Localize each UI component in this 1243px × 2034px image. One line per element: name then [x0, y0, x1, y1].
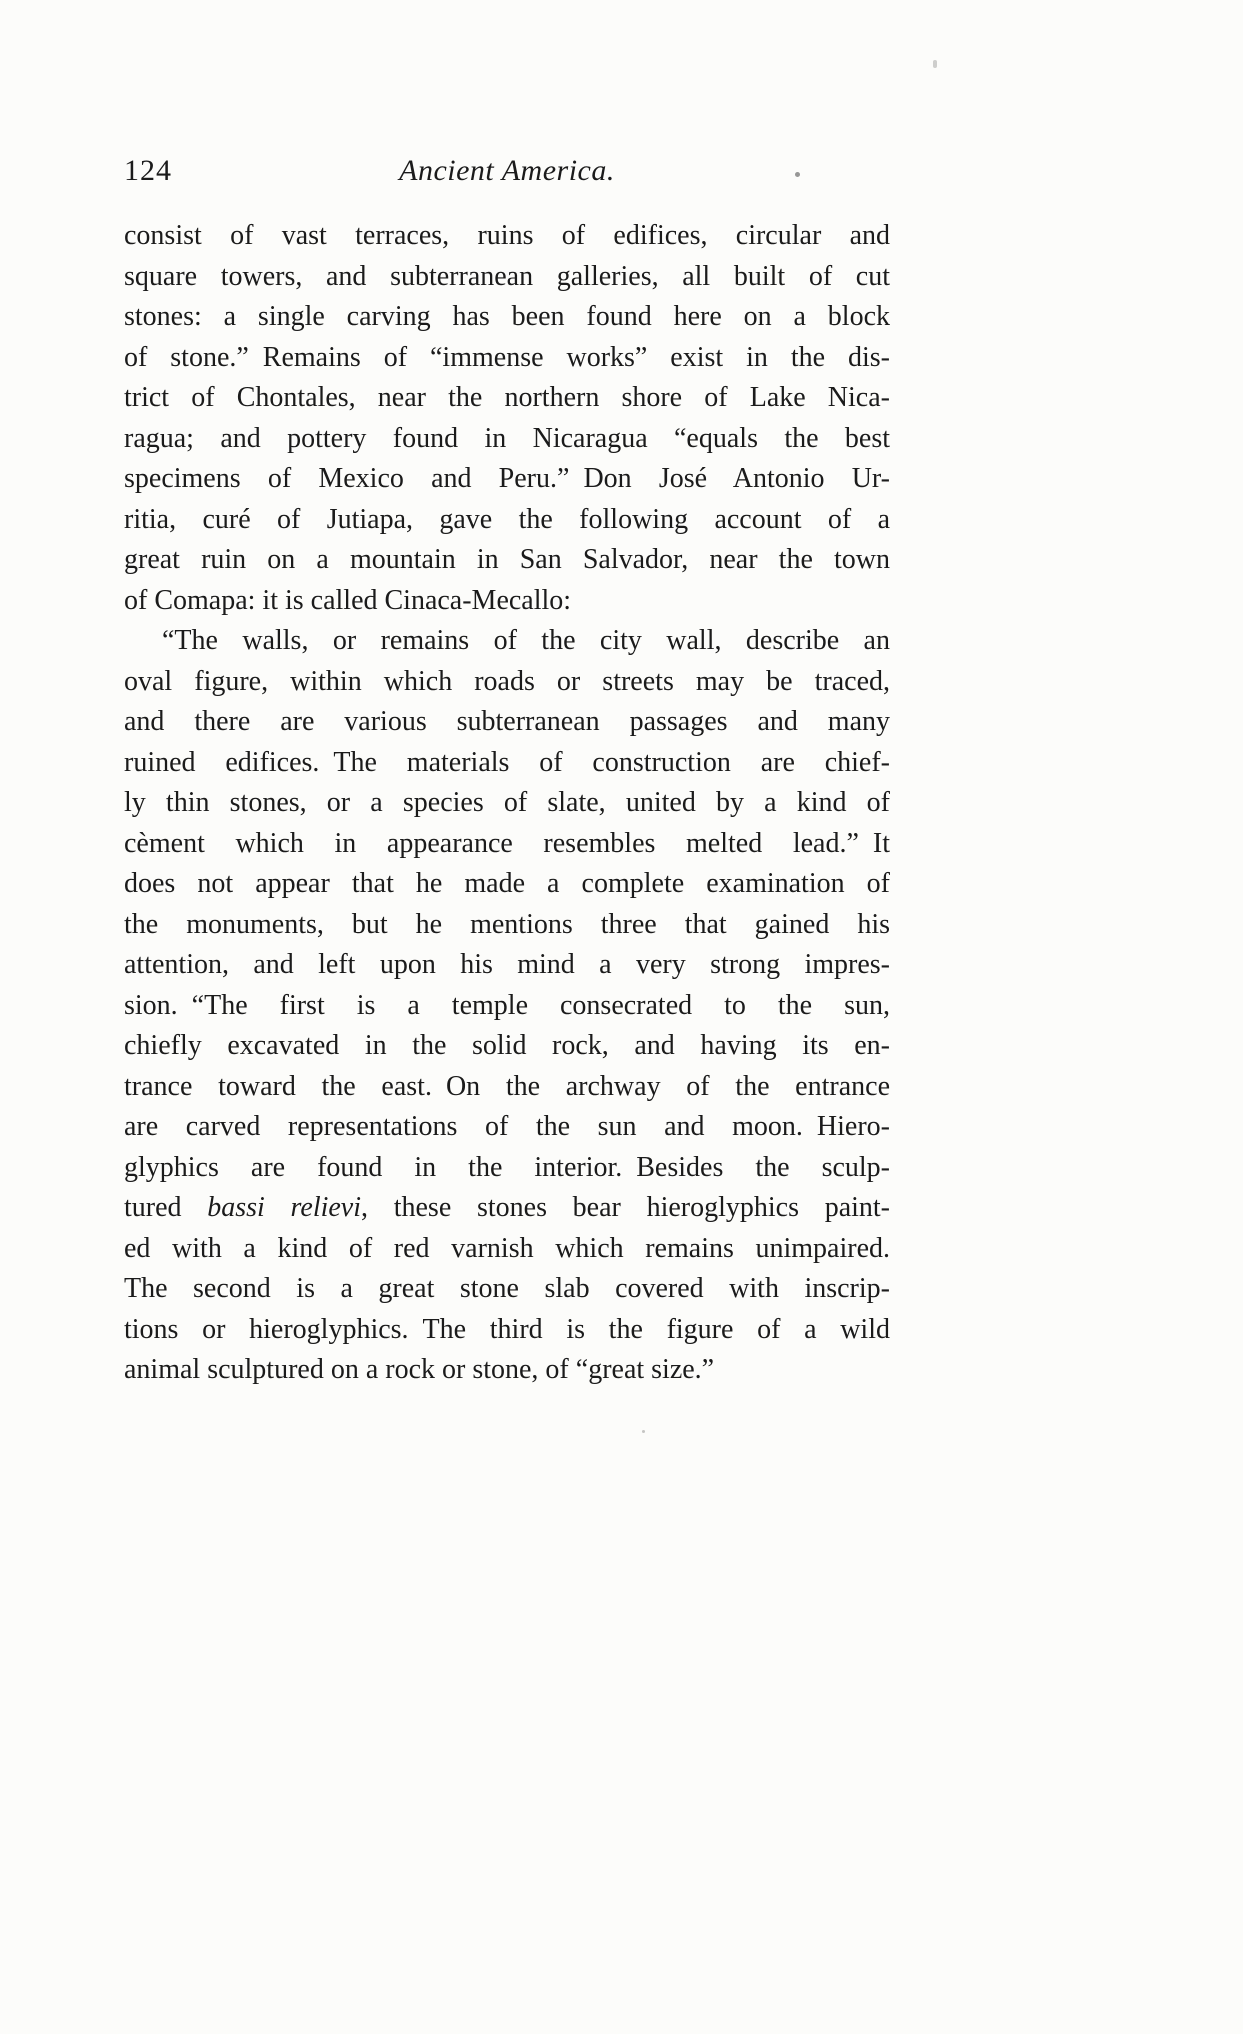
text-line: attention, and left upon his mind a very strong impres-: [124, 949, 890, 980]
text-line: of stone.” Remains of “immense works” exist in the dis-: [124, 341, 890, 373]
text-line: “The walls, or remains of the city wall, describe an: [162, 625, 890, 656]
text-line: glyphics are found in the interior. Besides the sculp-: [124, 1151, 890, 1183]
page-number: 124: [124, 154, 172, 187]
text-line: chiefly excavated in the solid rock, and having its en-: [124, 1030, 890, 1061]
text-line: specimens of Mexico and Peru.” Don José Antonio Ur-: [124, 463, 890, 494]
scan-speck: [642, 1430, 645, 1433]
text-line: trict of Chontales, near the northern shore of Lake Nica-: [124, 382, 890, 413]
text-line: ed with a kind of red varnish which remains unimpaired.: [124, 1232, 890, 1264]
paragraph: [124, 621, 890, 1391]
text-line: animal sculptured on a rock or stone, of “great size.”: [124, 1354, 715, 1385]
text-line: consist of vast terraces, ruins of edifices, circular and: [124, 220, 890, 251]
text-line: cèment which in appearance resembles melted lead.” It: [124, 827, 890, 859]
running-title: Ancient America.: [399, 154, 615, 187]
text-line: does not appear that he made a complete examination of: [124, 868, 890, 899]
text-line: stones: a single carving has been found here on a block: [124, 301, 890, 332]
page-header: [124, 150, 890, 192]
text-line: and there are various subterranean passages and many: [124, 706, 890, 737]
scan-speck: [795, 172, 800, 177]
page-body: [124, 216, 890, 1391]
text-line: oval figure, within which roads or streets may be traced,: [124, 665, 890, 697]
text-line: the monuments, but he mentions three that gained his: [124, 908, 890, 940]
scan-speck: [933, 60, 937, 68]
text-block: [124, 150, 890, 1391]
text-line: tured bassi relievi, these stones bear hieroglyphics paint-: [124, 1192, 891, 1223]
text-line: The second is a great stone slab covered with inscrip-: [124, 1273, 890, 1304]
text-line: trance toward the east. On the archway of the entrance: [124, 1070, 890, 1102]
text-line: great ruin on a mountain in San Salvador, near the town: [124, 544, 890, 575]
text-line: ragua; and pottery found in Nicaragua “equals the best: [124, 422, 890, 454]
paragraph: [124, 216, 890, 621]
text-line: sion. “The first is a temple consecrated to the sun,: [124, 989, 890, 1021]
text-line: ruined edifices. The materials of construction are chief-: [124, 746, 890, 778]
text-line: square towers, and subterranean galleries, all built of cut: [124, 260, 890, 292]
text-line: ritia, curé of Jutiapa, gave the following account of a: [124, 503, 890, 535]
text-line: of Comapa: it is called Cinaca-Mecallo:: [124, 584, 572, 616]
text-line: tions or hieroglyphics. The third is the figure of a wild: [124, 1313, 890, 1345]
text-line: ly thin stones, or a species of slate, united by a kind of: [124, 787, 890, 818]
text-line: are carved representations of the sun and moon. Hiero-: [124, 1111, 890, 1142]
